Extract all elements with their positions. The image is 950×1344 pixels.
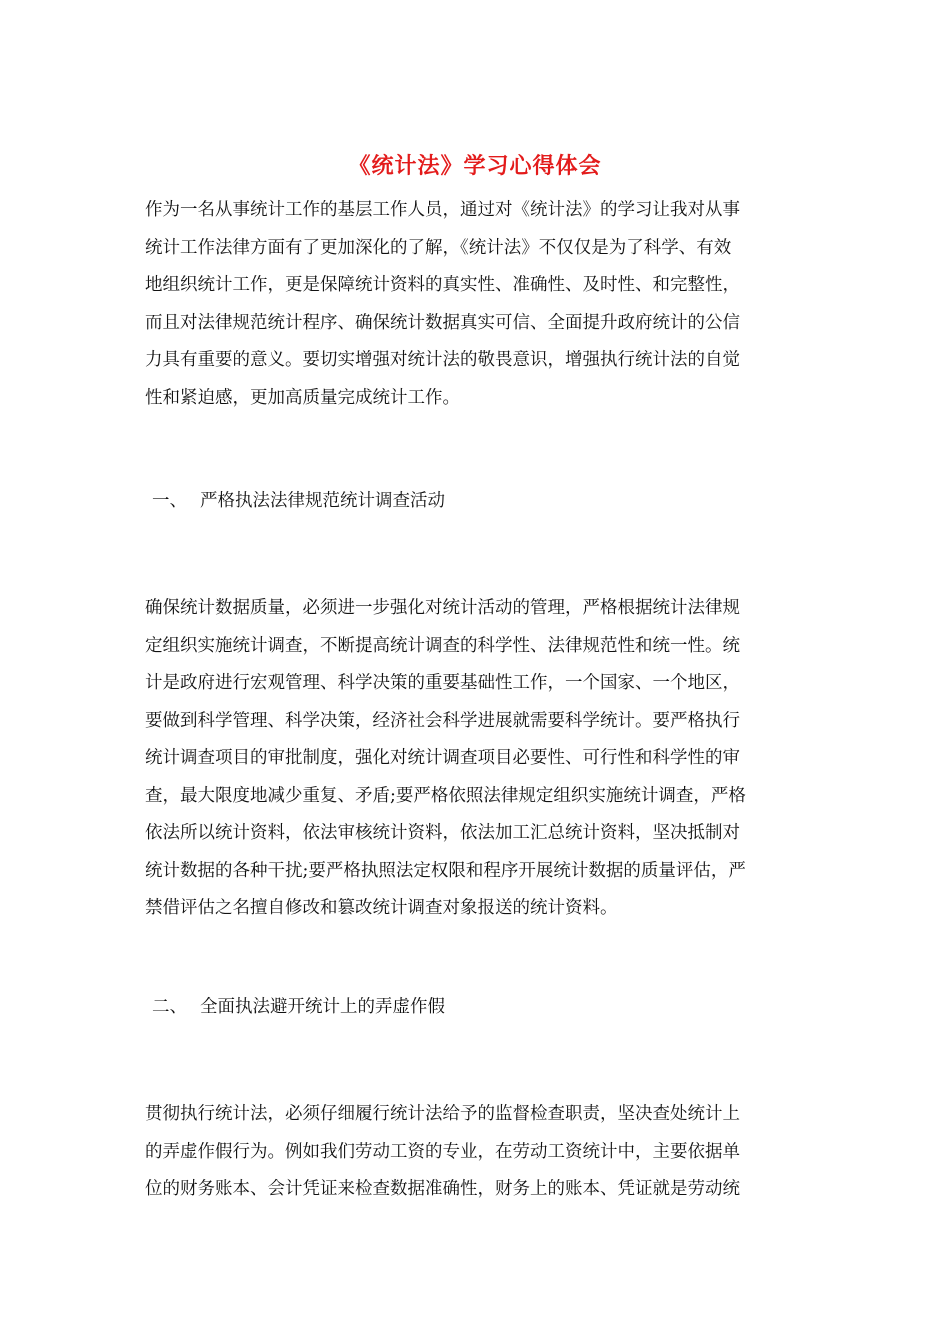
document-title: 《统计法》学习心得体会 [348,153,602,179]
section-heading-2 [152,992,445,1022]
section-heading-1 [152,486,445,516]
paragraph-line: 统计数据的各种干扰;要严格执照法定权限和程序开展统计数据的质量评估，严 [145,860,746,881]
paragraph-line: 性和紧迫感，更加高质量完成统计工作。 [145,387,460,408]
paragraph-line: 作为一名从事统计工作的基层工作人员，通过对《统计法》的学习让我对从事 [145,200,740,220]
section-2-paragraph [145,1096,810,1209]
paragraph-line: 位的财务账本、会计凭证来检查数据准确性，财务上的账本、凭证就是劳动统 [145,1179,740,1199]
paragraph-line: 统计工作法律方面有了更加深化的了解，《统计法》不仅仅是为了科学、有效 [145,237,732,258]
paragraph-line: 计是政府进行宏观管理、科学决策的重要基础性工作，一个国家、一个地区， [145,673,740,693]
paragraph-line: 的弄虚作假行为。例如我们劳动工资的专业，在劳动工资统计中，主要依据单 [145,1141,740,1162]
section-1-paragraph [145,590,810,928]
paragraph-line: 地组织统计工作，更是保障统计资料的真实性、准确性、及时性、和完整性， [145,275,740,295]
section-heading-text: 严格执法法律规范统计调查活动 [200,491,445,511]
paragraph-line: 定组织实施统计调查，不断提高统计调查的科学性、法律规范性和统一性。统 [145,635,740,656]
section-number: 一、 [152,491,187,511]
paragraph-line: 查，最大限度地减少重复、矛盾;要严格依照法律规定组织实施统计调查，严格 [145,785,746,806]
section-heading-text: 全面执法避开统计上的弄虚作假 [200,997,445,1017]
paragraph-line: 力具有重要的意义。要切实增强对统计法的敬畏意识，增强执行统计法的自觉 [145,350,740,370]
paragraph-line: 确保统计数据质量，必须进一步强化对统计活动的管理，严格根据统计法律规 [145,598,740,618]
paragraph-line: 而且对法律规范统计程序、确保统计数据真实可信、全面提升政府统计的公信 [145,312,740,333]
section-number: 二、 [152,997,187,1017]
intro-paragraph [145,192,810,417]
paragraph-line: 禁借评估之名擅自修改和篡改统计调查对象报送的统计资料。 [145,898,618,918]
paragraph-line: 贯彻执行统计法，必须仔细履行统计法给予的监督检查职责，坚决查处统计上 [145,1104,740,1124]
paragraph-line: 要做到科学管理、科学决策，经济社会科学进展就需要科学统计。要严格执行 [145,710,740,731]
paragraph-line: 依法所以统计资料，依法审核统计资料，依法加工汇总统计资料，坚决抵制对 [145,823,740,843]
paragraph-line: 统计调查项目的审批制度，强化对统计调查项目必要性、可行性和科学性的审 [145,748,740,768]
